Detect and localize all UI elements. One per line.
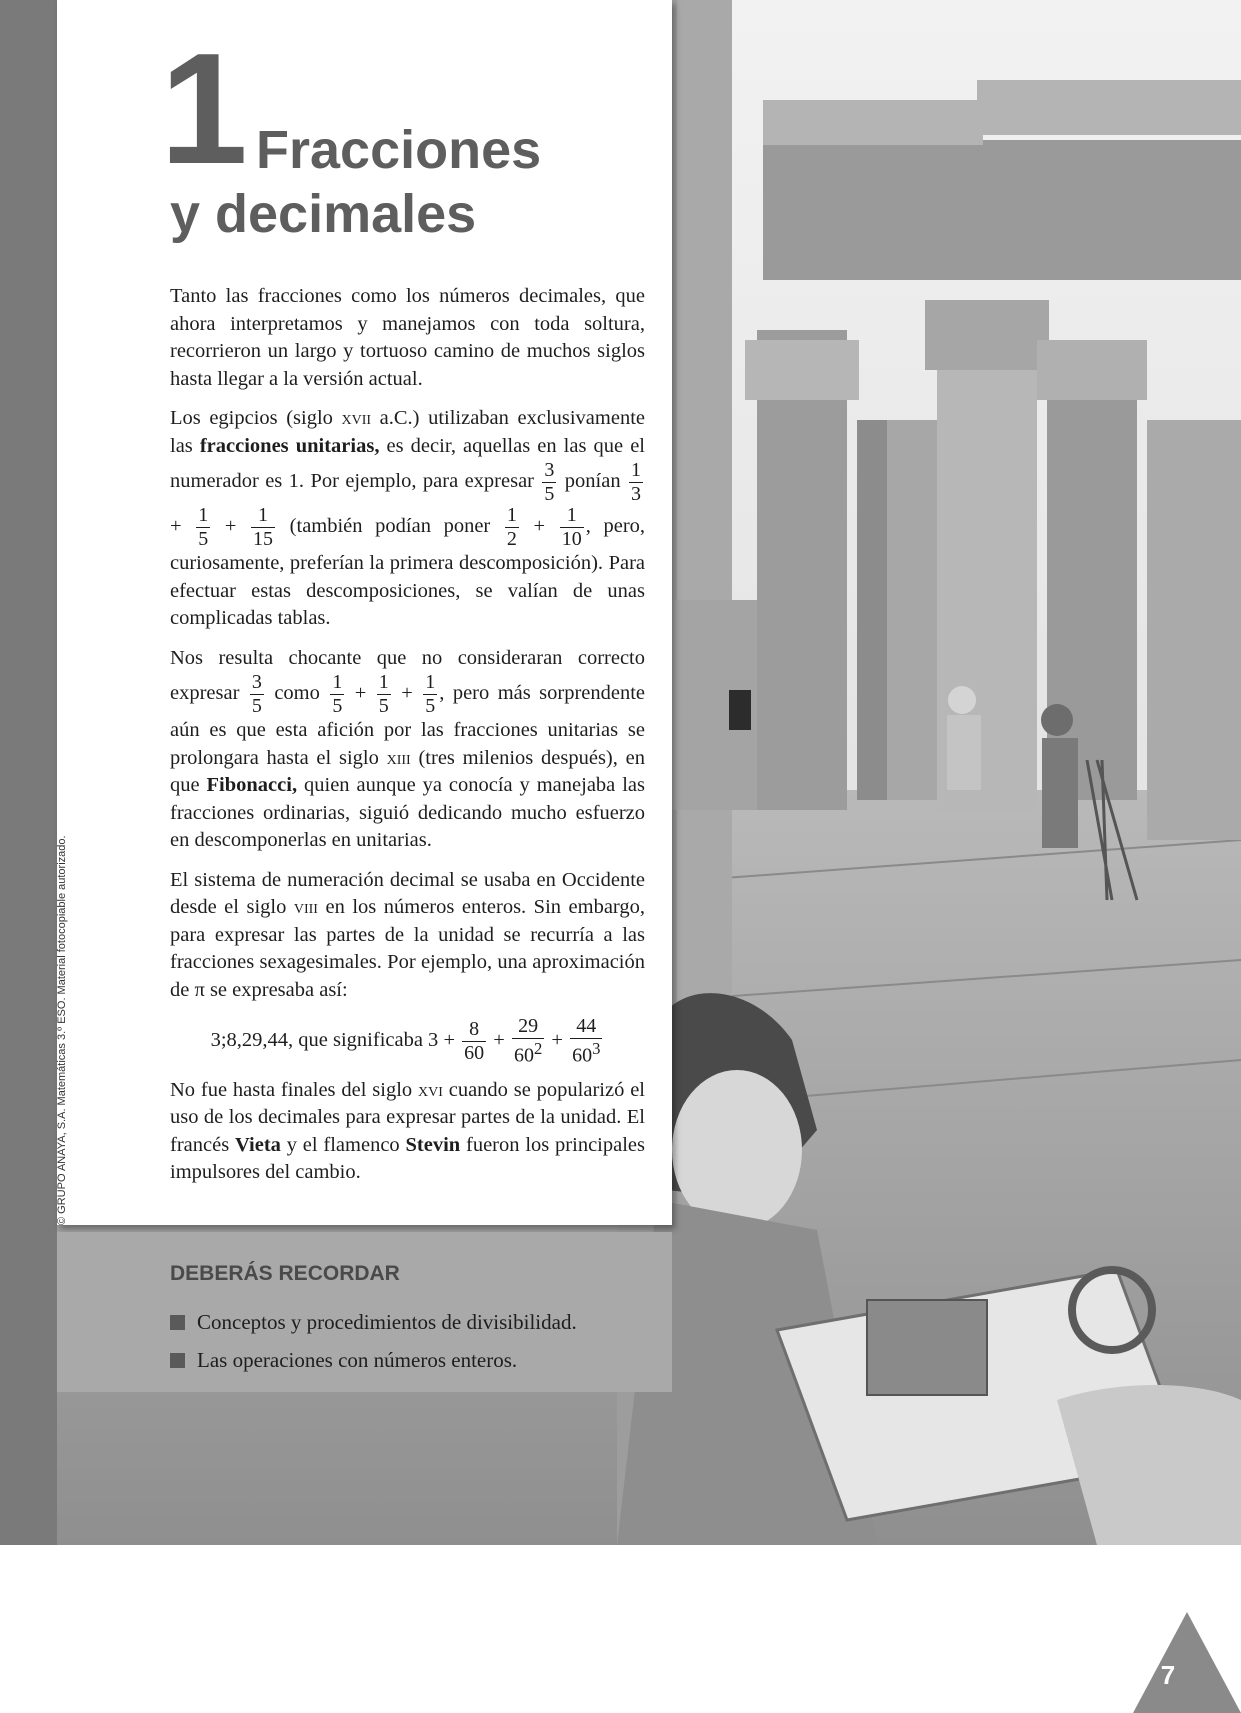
p3-text-c: (tres milenios después), en que — [170, 746, 645, 796]
p2-century: xvii — [341, 407, 372, 429]
p5-text-a: No fue hasta finales del siglo — [170, 1078, 418, 1101]
paragraph-1: Tanto las fracciones como los números decimales, que ahora interpretamos y manejamos con toda soltura, recorrieron un largo y tortuoso camino de muchos siglos hasta llegar a la versión actual. — [170, 285, 645, 390]
fraction-1-5-d: $\frac{1}{5}$ — [425, 671, 436, 717]
p5-text-b: cuando se popularizó el uso de los decimales para expresar partes de la unidad. El francés — [170, 1078, 645, 1156]
square-bullet-icon — [170, 1353, 185, 1368]
p2-bold-term: fracciones unitarias, — [199, 434, 380, 457]
recall-item-text: Las operaciones con números enteros. — [197, 1348, 518, 1372]
p5-bold-stevin: Stevin — [405, 1133, 461, 1156]
p3-century: xiii — [386, 746, 411, 769]
p2-text-c: es decir, aquellas en las que el numerador es 1. Por ejemplo, para expresar — [170, 434, 645, 493]
p5-century: xvi — [417, 1078, 443, 1101]
fraction-8-60: $\frac{8}{60}$ — [464, 1017, 485, 1064]
fraction-1-10: $\frac{1}{10}$ — [561, 504, 582, 550]
p4-text-a: El sistema de numeración decimal se usaba en Occidente desde el siglo — [170, 868, 645, 918]
p4-text-b: en los números enteros. Sin embargo, para expresar las partes de la unidad se recurría a las fracciones sexagesimales. Por ejemplo, una aproximación de π se expresaba así: — [170, 896, 646, 1001]
p3-text-a: Nos resulta chocante que no consideraran correcto expresar — [170, 646, 645, 705]
p2-text-a: Los egipcios (siglo — [170, 407, 342, 429]
chapter-number: 1 — [160, 21, 244, 197]
fraction-1-5-b: $\frac{1}{5}$ — [332, 671, 343, 717]
p4-century: viii — [293, 896, 318, 918]
recall-item — [170, 1303, 577, 1341]
p2-text-e: (también podían poner — [277, 515, 503, 538]
paragraph-3: Nos resulta chocante que no consideraran correcto expresar $\frac{3}{5}$ como $\frac{1}{5}$ + $\frac{1}{5}$ + $\frac{1}{5}$ , pero más sorprendente aún es que esta afición por las fracciones unitarias se prolongara hasta el siglo xiii (tres milenios después), en que Fibonacci, quien aunque ya conocía y manejaba las fracciones ordinarias, siguió dedicando mucho esfuerzo en descomponerlas en unitarias. — [170, 646, 646, 851]
formula-left: 3;8,29,44, que significaba 3 — [210, 1029, 439, 1052]
recall-item-text: Conceptos y procedimientos de divisibilidad. — [197, 1310, 577, 1334]
fraction-1-5: $\frac{1}{5}$ — [198, 504, 209, 550]
fraction-3-5: $\frac{3}{5}$ — [544, 459, 555, 505]
sexagesimal-formula: 3;8,29,44, que significaba 3 + $\frac{8}{60}$ + $\frac{29}{60^2}$ + $\frac{44}{60^3}$ — [210, 1015, 601, 1067]
copyright-credit: © GRUPO ANAYA, S.A. Matemáticas 3.º ESO. Material fotocopiable autorizado. — [56, 835, 68, 1225]
paragraph-5 — [170, 1077, 645, 1187]
recall-title: DEBERÁS RECORDAR — [170, 1262, 400, 1285]
left-margin-band — [0, 0, 57, 1545]
paragraph-4 — [170, 867, 645, 1005]
p2-text-f: , pero, curiosamente, preferían la primera descomposición). Para efectuar estas descomposiciones, se valían de unas complicadas tablas. — [170, 515, 646, 629]
fraction-1-2: $\frac{1}{2}$ — [506, 504, 517, 550]
chapter-title-line1: Fracciones — [256, 120, 542, 180]
fraction-1-15: $\frac{1}{15}$ — [253, 504, 274, 550]
chapter-title-line2: y decimales — [170, 184, 477, 244]
recall-item — [170, 1341, 577, 1379]
p2-text-b: a.C.) utilizaban exclusivamente las — [170, 407, 645, 457]
fraction-29-60sq: $\frac{29}{60^2}$ — [513, 1015, 543, 1067]
p5-bold-vieta: Vieta — [235, 1133, 281, 1156]
p3-como: como — [265, 682, 329, 705]
p5-text-c: y el flamenco — [280, 1133, 406, 1156]
p3-text-d: quien aunque ya conocía y manejaba las fracciones ordinarias, siguió dedicando mucho esfuerzo en descomponerlas en unitarias. — [170, 774, 645, 851]
fraction-1-5-c: $\frac{1}{5}$ — [378, 671, 389, 717]
fraction-44-60cube: $\frac{44}{60^3}$ — [572, 1015, 601, 1067]
square-bullet-icon — [170, 1315, 185, 1330]
paragraph-2: Los egipcios (siglo xvii a.C.) utilizaban exclusivamente las fracciones unitarias, es decir, aquellas en las que el numerador es 1. Por ejemplo, para expresar $\frac{3}{5}$ ponían $\frac{1}{3}$ + $\frac{1}{5}$ + $\frac{1}{15}$ (también podían poner $\frac{1}{2}$ + $\frac{1}{10}$ , pero, curiosamente, preferían la primera descomposición). Para efectuar estas descomposiciones, se valían de unas complicadas tablas. — [170, 407, 646, 629]
body-text — [170, 283, 645, 1199]
fraction-1-3: $\frac{1}{3}$ — [631, 459, 642, 505]
p3-text-b: , pero más sorprendente aún es que esta afición por las fracciones unitarias se prolongara hasta el siglo — [170, 682, 646, 769]
chapter-title — [170, 118, 541, 246]
p5-text-d: fueron los principales impulsores del cambio. — [170, 1133, 645, 1184]
p2-text-d: ponían — [558, 470, 628, 493]
p3-bold-name: Fibonacci, — [206, 774, 298, 796]
page-number: 7 — [1160, 1660, 1176, 1690]
recall-list — [170, 1303, 577, 1379]
fraction-3-5-b: $\frac{3}{5}$ — [251, 671, 262, 717]
